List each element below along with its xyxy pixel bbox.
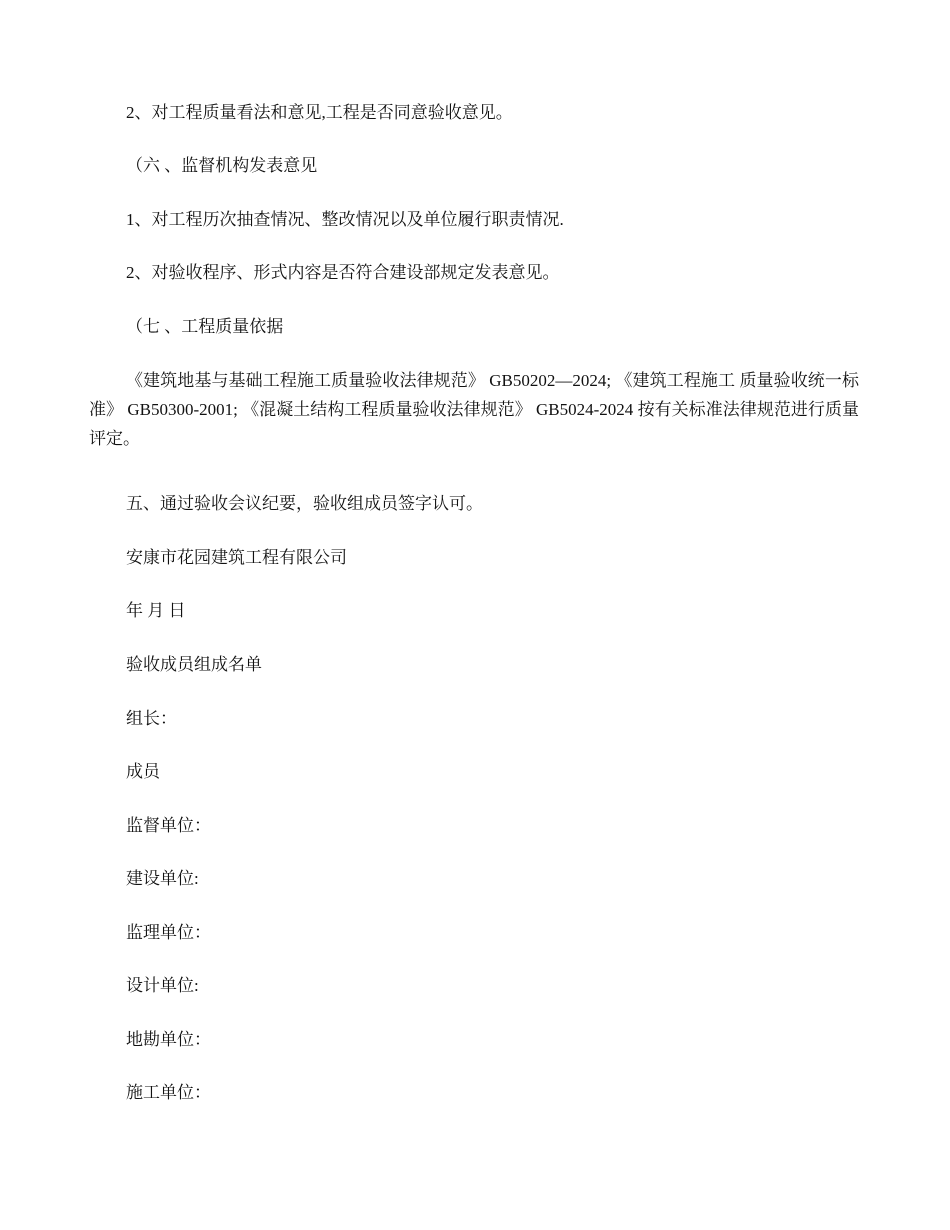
date-line: 年 月 日 [126, 601, 186, 620]
group-leader-label: 组长： [126, 709, 177, 728]
paragraph-comment-2: 2、对工程质量看法和意见,工程是否同意验收意见。 [126, 103, 513, 122]
contractor-unit-label: 施工单位： [126, 1083, 211, 1102]
paragraph-supervision-2: 2、对验收程序、形式内容是否符合建设部规定发表意见。 [126, 263, 560, 282]
paragraph-section-5: 五、通过验收会议纪要，验收组成员签字认可。 [126, 494, 483, 513]
section-heading-6: （六 、监督机构发表意见 [126, 156, 318, 175]
survey-unit-label: 地勘单位： [126, 1030, 211, 1049]
construction-owner-unit-label: 建设单位: [126, 869, 199, 888]
paragraph-supervision-1: 1、对工程历次抽查情况、整改情况以及单位履行职责情况. [126, 210, 564, 229]
members-label: 成员 [126, 762, 160, 781]
supervisor-unit-label: 监理单位： [126, 923, 211, 942]
paragraph-standards: 《建筑地基与基础工程施工质量验收法律规范》 GB50202—2024; 《建筑工程施工 质量验收统一标准》 GB50300-2001; 《混凝土结构工程质量验收法律规范》 GB5024-2024 按有关标准法律规范进行质量评定。 [89, 371, 859, 448]
member-list-title: 验收成员组成名单 [126, 655, 262, 674]
company-name: 安康市花园建筑工程有限公司 [126, 548, 347, 567]
supervision-unit-label: 监督单位： [126, 816, 211, 835]
section-heading-7: （七 、工程质量依据 [126, 317, 284, 336]
design-unit-label: 设计单位: [126, 976, 199, 995]
